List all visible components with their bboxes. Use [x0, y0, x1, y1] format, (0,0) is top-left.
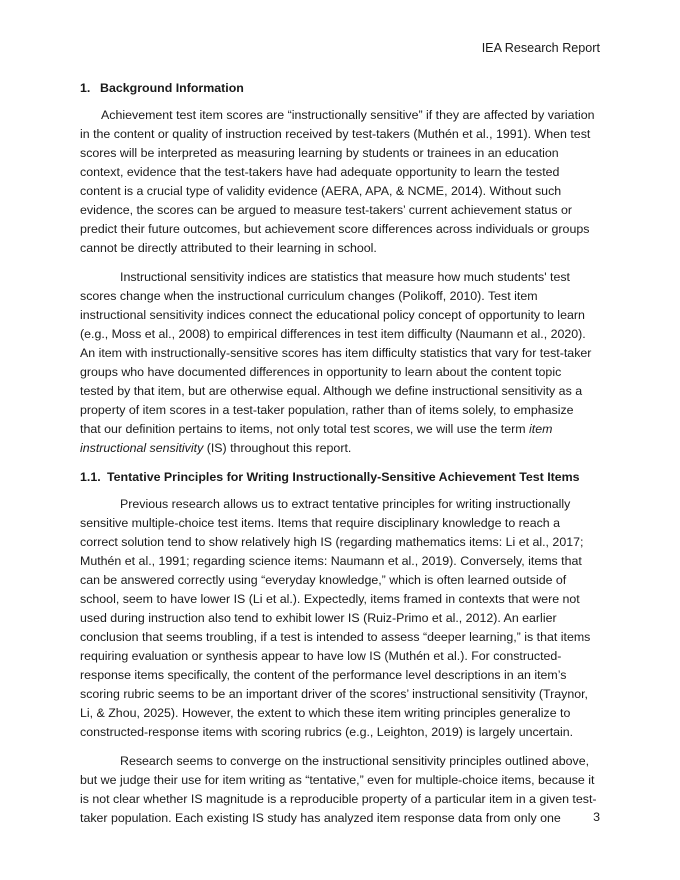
text-line: An item with instructionally-sensitive scores has item difficulty statistics that vary for test-taker: [80, 346, 592, 360]
text-line: content is a crucial type of validity evidence (AERA, APA, & NCME, 2014). Without such: [80, 184, 562, 198]
text-line: response items specifically, the content of the performance level descriptions in an item’s: [80, 668, 567, 682]
text-line: used during instruction also tend to exhibit lower IS (Ruiz-Primo et al., 2012). An earlier: [80, 611, 557, 625]
text-line: evidence, the scores can be argued to measure test-takers’ current achievement status or: [80, 203, 572, 217]
page-content: [80, 79, 600, 838]
text-line: taker population. Each existing IS study has analyzed item response data from only one: [80, 811, 561, 825]
text-line: predict their future outcomes, but achievement score differences across individuals or groups: [80, 222, 590, 236]
text-line: scores will be interpreted as measuring learning by students or trainees in an education: [80, 146, 559, 160]
text-line: Muthén et al., 1991; regarding science items: Naumann et al., 2019). Conversely, items that: [80, 554, 582, 568]
text-run: (IS) throughout this report.: [203, 441, 352, 455]
text-line: (e.g., Moss et al., 2008) to empirical differences in test item difficulty (Naumann et al., 2020).: [80, 327, 586, 341]
text-line: cannot be directly attributed to their learning in school.: [80, 241, 377, 255]
text-line: Achievement test item scores are “instructionally sensitive” if they are affected by variation: [101, 108, 595, 122]
italic-term: instructional sensitivity: [80, 441, 204, 455]
text-line: context, evidence that the test-takers have had adequate opportunity to learn the tested: [80, 165, 560, 179]
text-line: school, seem to have lower IS (Li et al.). Expectedly, items framed in contexts that were not: [80, 592, 580, 606]
text-line: in the content or quality of instruction received by test-takers (Muthén et al., 1991). When test: [80, 127, 591, 141]
text-line: conclusion that seems troubling, if a test is intended to assess “deeper learning,” is that items: [80, 630, 591, 644]
text-line: requiring evaluation or synthesis appear to have low IS (Muthén et al.). For constructed-: [80, 649, 562, 663]
text-line: [80, 439, 600, 458]
text-line: is not clear whether IS magnitude is a reproducible property of a particular item in a given test-: [80, 792, 597, 806]
text-line: sensitive multiple-choice test items. Items that require disciplinary knowledge to reach a: [80, 516, 561, 530]
section-title: Background Information: [100, 81, 244, 95]
text-run: that our definition pertains to items, not only total test scores, we will use the term: [80, 422, 530, 436]
background-paragraph-2: [80, 268, 600, 458]
background-paragraph-1: [80, 106, 600, 258]
text-line: tested by that item, but are otherwise equal. Although we define instructional sensitivity as a: [80, 384, 583, 398]
page-number: 3: [593, 810, 600, 824]
running-header: IEA Research Report: [481, 41, 600, 55]
section-number: 1.1.: [80, 470, 101, 484]
principles-paragraph-1: [80, 495, 600, 742]
italic-term: item: [529, 422, 553, 436]
text-line: [80, 420, 600, 439]
text-line: property of item scores in a test-taker population, rather than of items solely, to emphasize: [80, 403, 574, 417]
principles-paragraph-2: [80, 752, 600, 828]
text-line: Research seems to converge on the instructional sensitivity principles outlined above,: [120, 754, 590, 768]
section-number: 1.: [80, 81, 91, 95]
section-heading-background: [80, 79, 600, 98]
text-line: scoring rubric seems to be an important driver of the scores’ instructional sensitivity (Traynor,: [80, 687, 588, 701]
text-line: correct solution tend to show relatively high IS (regarding mathematics items: Li et al., 2017;: [80, 535, 584, 549]
section-heading-tentative-principles: [80, 468, 600, 487]
text-line: instructional sensitivity indices connect the educational policy concept of opportunity to learn: [80, 308, 585, 322]
text-line: Li, & Zhou, 2025). However, the extent to which these item writing principles generalize to: [80, 706, 571, 720]
text-line: scores change when the instructional curriculum changes (Polikoff, 2010). Test item: [80, 289, 538, 303]
text-line: can be answered correctly using “everyday knowledge,” which is often learned outside of: [80, 573, 567, 587]
section-title: Tentative Principles for Writing Instructionally-Sensitive Achievement Test Items: [107, 470, 580, 484]
text-line: Instructional sensitivity indices are statistics that measure how much students' test: [120, 270, 571, 284]
text-line: but we judge their use for item writing as “tentative,” even for multiple-choice items, because it: [80, 773, 595, 787]
text-line: Previous research allows us to extract tentative principles for writing instructionally: [120, 497, 571, 511]
text-line: groups who have documented differences in opportunity to learn about the content topic: [80, 365, 562, 379]
text-line: constructed-response items with scoring rubrics (e.g., Leighton, 2019) is largely uncertain.: [80, 725, 574, 739]
